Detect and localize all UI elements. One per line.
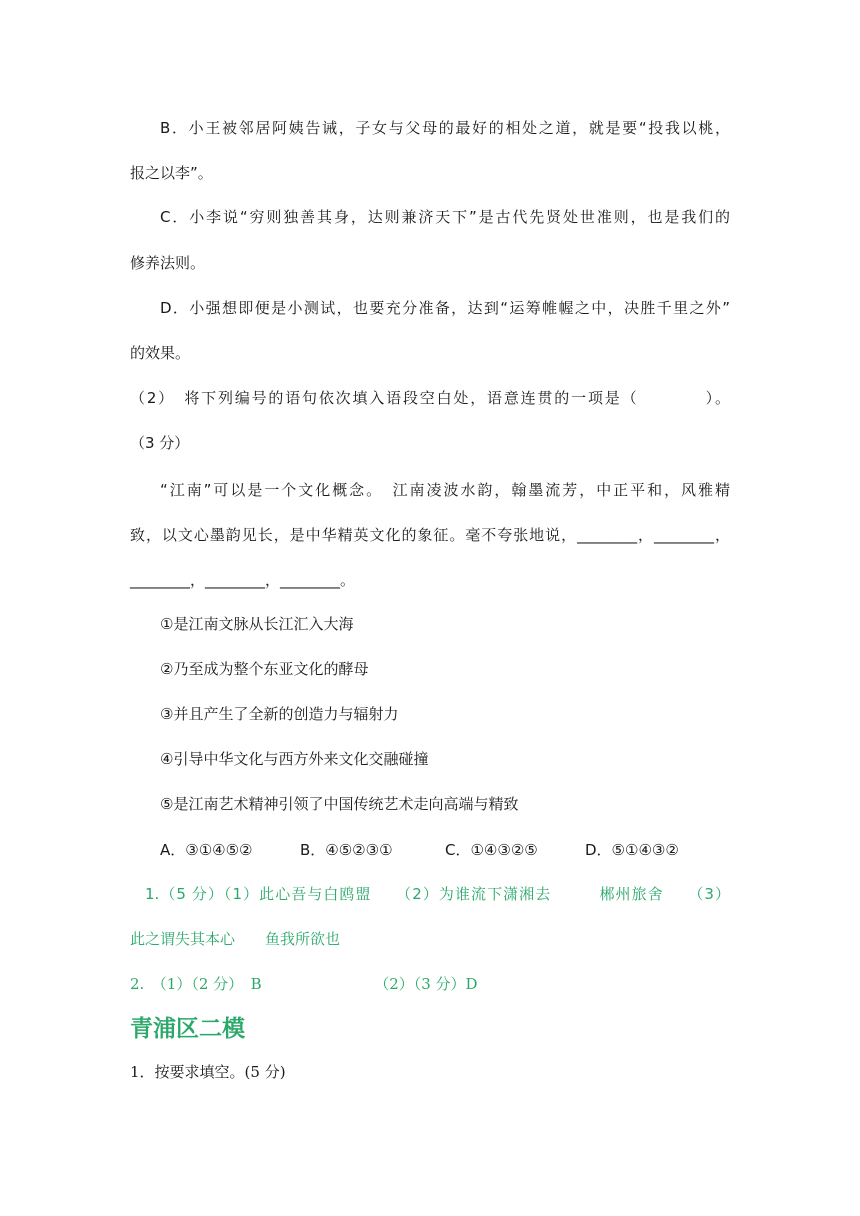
option-b-line-2: 报之以李”。 [130, 164, 213, 182]
answer-2-line: 2. （1）（2 分） B （2）（3 分）D [130, 975, 478, 993]
answer-choices [160, 840, 730, 860]
passage-line-1: “江南”可以是一个文化概念。 江南凌波水韵，翰墨流芳，中正平和，风雅精 [160, 481, 730, 499]
choice-a: A．③①④⑤② [160, 841, 253, 859]
answer-1-line-1: 1.（5 分）（1）此心吾与白鸥盟 （2）为谁流下潇湘去 郴州旅舍 （3） [145, 885, 730, 903]
passage-line-2: 致，以文心墨韵见长，是中华精英文化的象征。毫不夸张地说，________，________， [130, 526, 730, 544]
passage-line-3: ________，________，________。 [130, 571, 356, 589]
sentence-4: ④引导中华文化与西方外来文化交融碰撞 [160, 750, 429, 768]
question-1-prompt: 1．按要求填空。(5 分) [130, 1063, 286, 1081]
section-title: 青浦区二模 [130, 1016, 245, 1042]
sentence-1: ①是江南文脉从长江汇入大海 [160, 615, 354, 633]
option-b-line-1: B．小王被邻居阿姨告诫，子女与父母的最好的相处之道，就是要“投我以桃， [160, 119, 730, 137]
question-2-points: （3 分） [130, 434, 190, 452]
option-d-line-1: D．小强想即便是小测试，也要充分准备，达到“运筹帷幄之中，决胜千里之外” [160, 299, 730, 317]
choice-b: B．④⑤②③① [300, 841, 393, 859]
sentence-3: ③并且产生了全新的创造力与辐射力 [160, 705, 399, 723]
sentence-5: ⑤是江南艺术精神引领了中国传统艺术走向高端与精致 [160, 795, 519, 813]
sentence-2: ②乃至成为整个东亚文化的酵母 [160, 660, 369, 678]
option-d-line-2: 的效果。 [130, 344, 191, 362]
question-2-prompt: （2） 将下列编号的语句依次填入语段空白处，语意连贯的一项是（ ）。 [130, 389, 730, 407]
choice-d: D．⑤①④③② [585, 841, 679, 859]
option-c-line-1: C．小李说“穷则独善其身，达则兼济天下”是古代先贤处世准则，也是我们的 [160, 208, 730, 226]
choice-c: C．①④③②⑤ [445, 841, 538, 859]
answer-1-line-2: 此之谓失其本心 鱼我所欲也 [130, 930, 341, 948]
option-c-line-2: 修养法则。 [130, 254, 206, 272]
